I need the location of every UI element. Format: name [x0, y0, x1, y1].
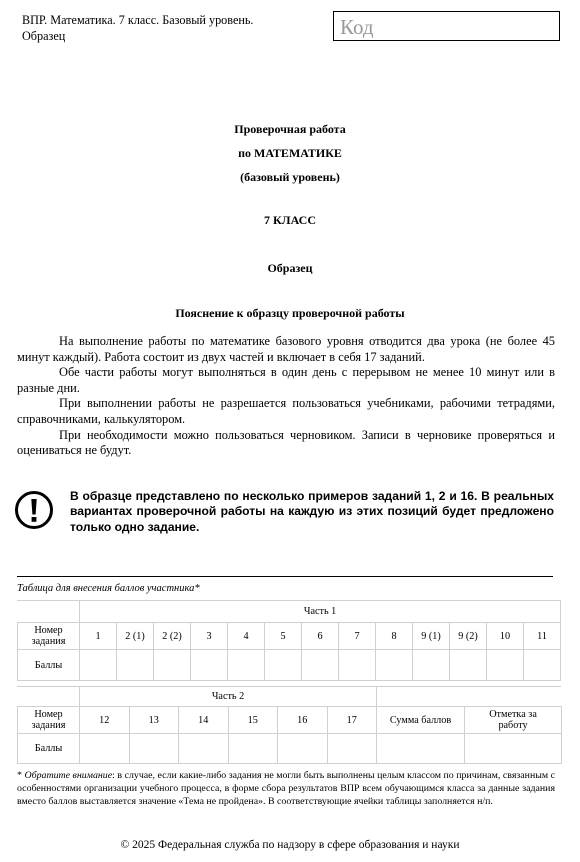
paragraph: На выполнение работы по математике базового уровня отводится два урока (не более 45 минут каждый). Работа состоит из двух частей и включает в себя 17 заданий.: [17, 334, 555, 364]
sample-title: Образец: [267, 261, 313, 275]
document-header: [22, 12, 322, 44]
footnote-emphasis: Обратите внимание: [24, 770, 113, 781]
score-cell[interactable]: [80, 650, 117, 681]
score-cell[interactable]: [80, 734, 130, 764]
task-number: 15: [228, 707, 278, 734]
task-number: 1: [80, 623, 117, 650]
task-number: 13: [129, 707, 179, 734]
code-field[interactable]: Код: [333, 11, 560, 41]
score-table-part-2: [17, 686, 562, 764]
title-line-2: по МАТЕМАТИКЕ: [238, 146, 342, 160]
divider: [17, 576, 553, 577]
score-cell[interactable]: [265, 650, 302, 681]
task-number: 10: [487, 623, 524, 650]
score-table-part-1: [17, 600, 561, 681]
score-cell[interactable]: [487, 650, 524, 681]
row-label: Баллы: [18, 734, 80, 764]
grade-label: Отметка за работу: [465, 707, 562, 734]
row-label: Номер задания: [18, 707, 80, 734]
paragraph: Обе части работы могут выполняться в один день с перерывом не менее 10 минут или в разные дни.: [17, 365, 555, 395]
part-label: Часть 2: [80, 687, 377, 707]
task-number: 11: [524, 623, 561, 650]
task-number: 7: [339, 623, 376, 650]
empty-cell: [18, 601, 80, 623]
empty-cell: [377, 687, 562, 707]
sum-cell[interactable]: [377, 734, 465, 764]
warning-text: В образце представлено по несколько примеров заданий 1, 2 и 16. В реальных вариантах проверочной работы на каждую из этих позиций будет предложено только одно задание.: [70, 489, 554, 534]
task-number: 9 (1): [413, 623, 450, 650]
score-cell[interactable]: [302, 650, 339, 681]
score-cell[interactable]: [179, 734, 229, 764]
score-cell[interactable]: [129, 734, 179, 764]
task-number: 4: [228, 623, 265, 650]
part-label: Часть 1: [80, 601, 561, 623]
score-cell[interactable]: [228, 650, 265, 681]
explanation-heading: Пояснение к образцу проверочной работы: [175, 306, 405, 320]
score-cell[interactable]: [117, 650, 154, 681]
score-cell[interactable]: [191, 650, 228, 681]
footnote-marker: *: [17, 770, 25, 781]
copyright: © 2025 Федеральная служба по надзору в сфере образования и науки: [120, 839, 460, 851]
task-number: 6: [302, 623, 339, 650]
score-cell[interactable]: [413, 650, 450, 681]
task-number: 14: [179, 707, 229, 734]
task-number: 3: [191, 623, 228, 650]
title-line-1: Проверочная работа: [234, 122, 346, 136]
task-number: 16: [278, 707, 328, 734]
sum-label: Сумма баллов: [377, 707, 465, 734]
paragraph: При необходимости можно пользоваться черновиком. Записи в черновике проверяться и оцениваться не будут.: [17, 427, 555, 458]
footnote: [17, 769, 555, 809]
task-number: 2 (1): [117, 623, 154, 650]
paragraph: При выполнении работы не разрешается пользоваться учебниками, рабочими тетрадями, справочниками, калькулятором.: [17, 396, 555, 426]
task-number: 9 (2): [450, 623, 487, 650]
task-number: 17: [327, 707, 377, 734]
row-label: Номер задания: [18, 623, 80, 650]
empty-cell: [18, 687, 80, 707]
footnote-text: : в случае, если какие-либо задания не могли быть выполнены целым классом по причинам, связанным с особенностями организации учебного процесса, в форме сбора результатов ВПР всем обучающимся класса за данные задания вместо баллов выставляется значение «Тема не пройдена». В соответствующие ячейки таблицы заполняется н/п.: [17, 770, 556, 808]
grade-title: 7 КЛАСС: [263, 213, 317, 227]
task-number: 8: [376, 623, 413, 650]
row-label: Баллы: [18, 650, 80, 681]
score-cell[interactable]: [376, 650, 413, 681]
score-cell[interactable]: [228, 734, 278, 764]
score-cell[interactable]: [278, 734, 328, 764]
score-cell[interactable]: [339, 650, 376, 681]
score-cell[interactable]: [450, 650, 487, 681]
header-line-1: ВПР. Математика. 7 класс. Базовый уровень.: [22, 13, 254, 27]
exclamation-circle-icon: [14, 490, 54, 530]
explanation-text: [17, 334, 555, 459]
title-line-3: (базовый уровень): [240, 170, 340, 184]
score-cell[interactable]: [154, 650, 191, 681]
task-number: 5: [265, 623, 302, 650]
task-number: 2 (2): [154, 623, 191, 650]
grade-cell[interactable]: [465, 734, 562, 764]
task-number: 12: [80, 707, 130, 734]
score-cell[interactable]: [327, 734, 377, 764]
table-caption: Таблица для внесения баллов участника*: [17, 583, 200, 594]
score-cell[interactable]: [524, 650, 561, 681]
header-line-2: Образец: [22, 29, 66, 43]
